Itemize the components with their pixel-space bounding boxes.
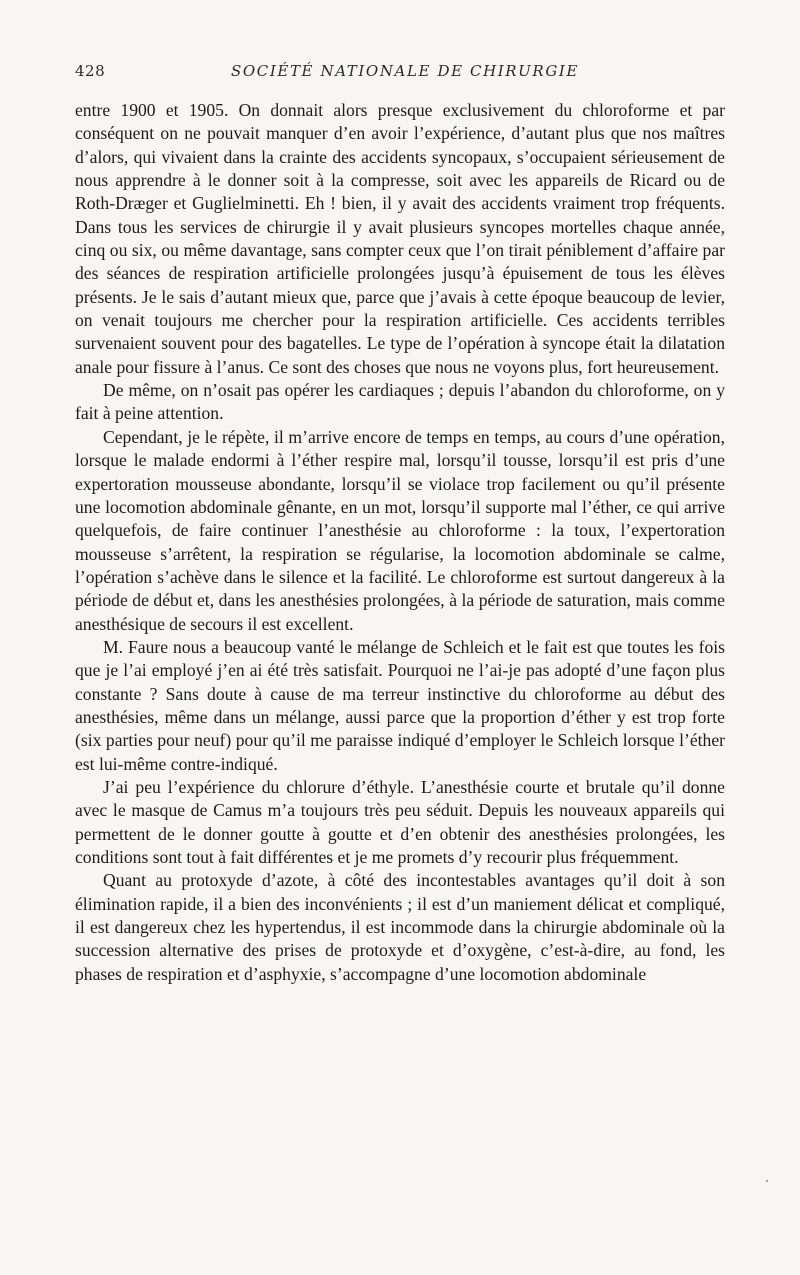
paragraph: Quant au protoxyde d’azote, à côté des incontestables avantages qu’il doit à son élimination rapide, il a bien des inconvénients ; il est d’un maniement délicat et compliqué, il est dangereux chez les hypertendus, il est incommode dans la chirurgie abdominale où la succession alternative des prises de protoxyde et d’oxygène, c’est-à-dire, au fond, les phases de respiration et d’asphyxie, s’accompagne d’une locomotion abdominale (75, 870, 725, 984)
running-header (75, 62, 725, 84)
page-number: 428 (75, 62, 106, 80)
paragraph: M. Faure nous a beaucoup vanté le mélange de Schleich et le fait est que toutes les fois que je l’ai employé j’en ai été très satisfait. Pourquoi ne l’ai-je pas adopté d’une façon plus constante ? Sans doute à cause de ma terreur instinctive du chloroforme au début des anesthésies, même dans un mélange, aussi parce que la proportion d’éther y est trop forte (six parties pour neuf) pour qu’il me paraisse indiqué d’employer le Schleich lorsque l’éther est lui-même contre-indiqué. (75, 636, 725, 774)
paragraph: entre 1900 et 1905. On donnait alors presque exclusivement du chloroforme et par conséquent on ne pouvait manquer d’en avoir l’expérience, d’autant plus que nos maîtres d’alors, qui vivaient dans la crainte des accidents syncopaux, s’occupaient sérieusement de nous apprendre à le donner soit à la compresse, soit avec les appareils de Ricard ou de Roth-Dræger et Guglielminetti. Eh ! bien, il y avait des accidents vraiment trop fréquents. Dans tous les services de chirurgie il y avait plusieurs syncopes mortelles chaque année, cinq ou six, ou même davantage, sans compter ceux que l’on tirait péniblement d’affaire par des séances de respiration artificielle prolongées jusqu’à épuisement de tous les élèves présents. Je le sais d’autant mieux que, parce que j’avais à cette époque beaucoup de levier, on venait toujours me chercher pour la respiration artificielle. Ces accidents terribles survenaient souvent pour des bagatelles. Le type de l’opération à syncope était la dilatation anale pour fissure à l’anus. Ce sont des choses que nous ne voyons plus, fort heureusement. (75, 100, 725, 377)
body-text (75, 99, 725, 986)
paragraph: Cependant, je le répète, il m’arrive encore de temps en temps, au cours d’une opération, lorsque le malade endormi à l’éther respire mal, lorsqu’il tousse, lorsqu’il est pris d’une expertoration mousseuse abondante, lorsqu’il se violace trop facilement ou qu’il présente une locomotion abdominale gênante, en un mot, lorsqu’il supporte mal l’éther, ce qui arrive quelquefois, de faire continuer l’anesthésie au chloroforme : la toux, l’expertoration mousseuse s’arrêtent, la respiration se régularise, la locomotion abdominale se calme, l’opération s’achève dans le silence et la facilité. Le chloroforme est surtout dangereux à la période de début et, dans les anesthésies prolongées, à la période de saturation, mais comme anesthésique de secours il est excellent. (75, 426, 725, 634)
paragraph: J’ai peu l’expérience du chlorure d’éthyle. L’anesthésie courte et brutale qu’il donne avec le masque de Camus m’a toujours très peu séduit. Depuis les nouveaux appareils qui permettent de le donner goutte à goutte et d’en obtenir des anesthésies prolongées, les conditions sont tout à fait différentes et je me promets d’y recourir plus fréquemment. (75, 776, 725, 867)
header-title: SOCIÉTÉ NATIONALE DE CHIRURGIE (231, 62, 579, 80)
paragraph: De même, on n’osait pas opérer les cardiaques ; depuis l’abandon du chloroforme, on y fait à peine attention. (75, 380, 725, 424)
scan-speck (766, 1180, 768, 1182)
